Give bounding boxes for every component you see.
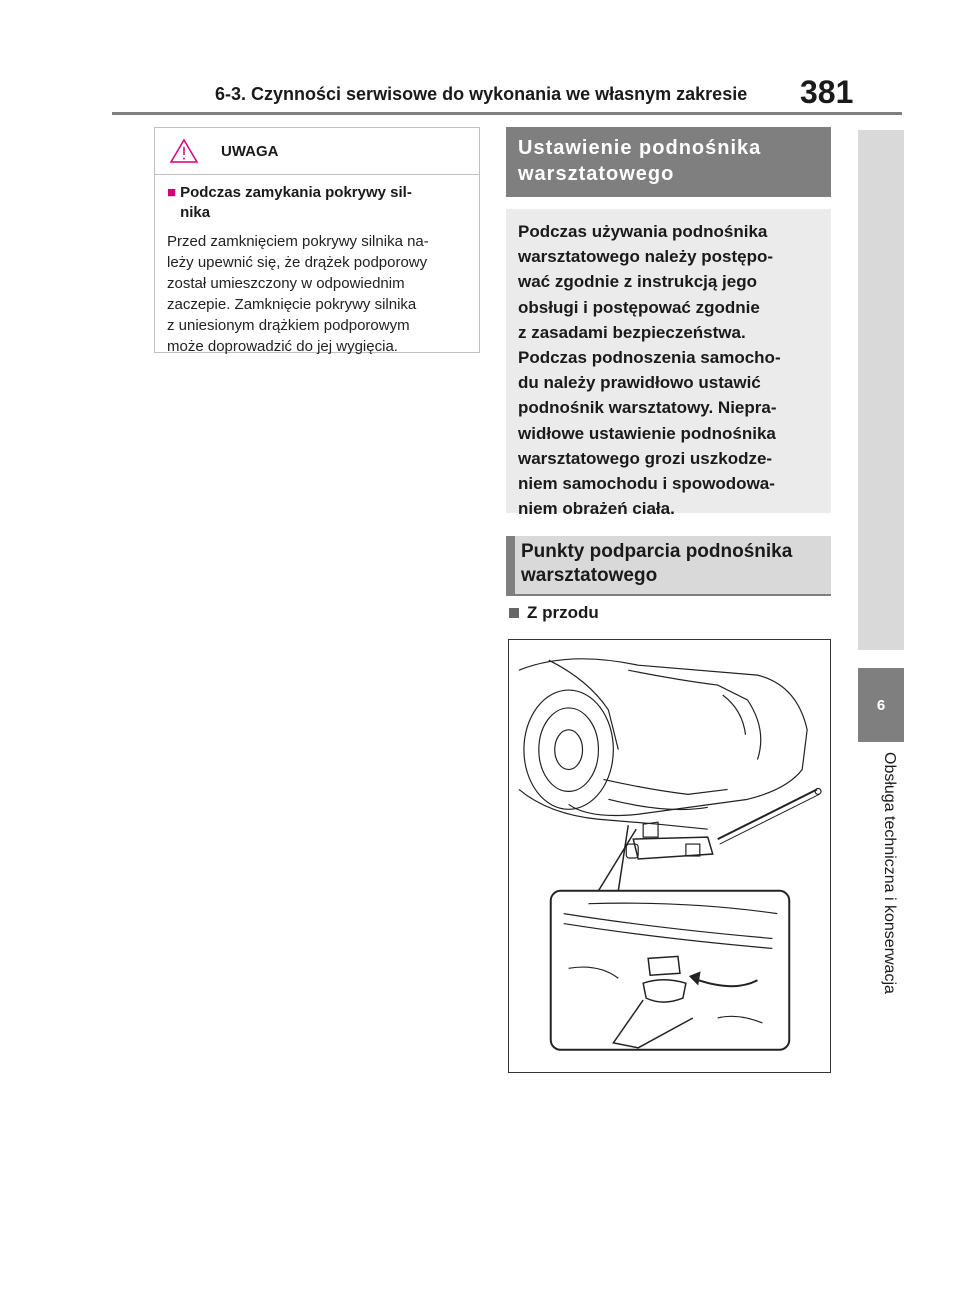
- bullet-square-icon: ■: [167, 184, 177, 201]
- car-jack-drawing: [509, 640, 830, 1072]
- warning-box: [154, 127, 480, 353]
- warning-label: UWAGA: [221, 142, 279, 160]
- header-rule: [112, 112, 902, 115]
- bullet-square-icon: [509, 608, 519, 618]
- warning-subheading: [167, 183, 467, 223]
- jack-point-illustration: [508, 639, 831, 1073]
- front-label: [509, 603, 599, 623]
- section-title-text: Ustawienie podnośnika warsztatowego: [518, 137, 762, 185]
- section-title-jack-points: [506, 536, 831, 596]
- section-title-bar: [506, 536, 515, 594]
- section-title-jack-setup: [506, 127, 831, 197]
- running-header: 6-3. Czynności serwisowe do wykonania we własnym zakresie: [215, 84, 748, 104]
- warning-header: [155, 128, 479, 175]
- warning-body: Przed zamknięciem pokrywy silnika na- leży upewnić się, że drążek podporowy został umieszczony w odpowiednim zaczepie. Zamknięcie pokrywy silnika z uniesionym drążkiem podporowym może doprowadzić do jej wygięcia.: [167, 233, 429, 355]
- warning-triangle-icon: [169, 138, 199, 164]
- chapter-tab[interactable]: 6: [858, 668, 904, 742]
- page-number: 381: [800, 74, 854, 110]
- side-tab-background: [858, 130, 904, 650]
- warning-subheading-text: Podczas zamykania pokrywy sil- nika: [180, 184, 412, 221]
- chapter-title: Obsługa techniczna i konserwacja: [881, 752, 898, 994]
- section-title-text: Punkty podparcia podnośnika warsztatowego: [521, 541, 793, 586]
- intro-box: Podczas używania podnośnika warsztatowego należy postępo- wać zgodnie z instrukcją jego obsługi i postępować zgodnie z zasadami bezpieczeństwa. Podczas podnoszenia samocho- du należy prawidłowo ustawić podnośnik warsztatowy. Niepra- widłowe ustawienie podnośnika warsztatowego grozi uszkodze- niem samochodu i spowodowa- niem obrażeń ciała.: [506, 209, 831, 513]
- front-label-text: Z przodu: [527, 603, 599, 622]
